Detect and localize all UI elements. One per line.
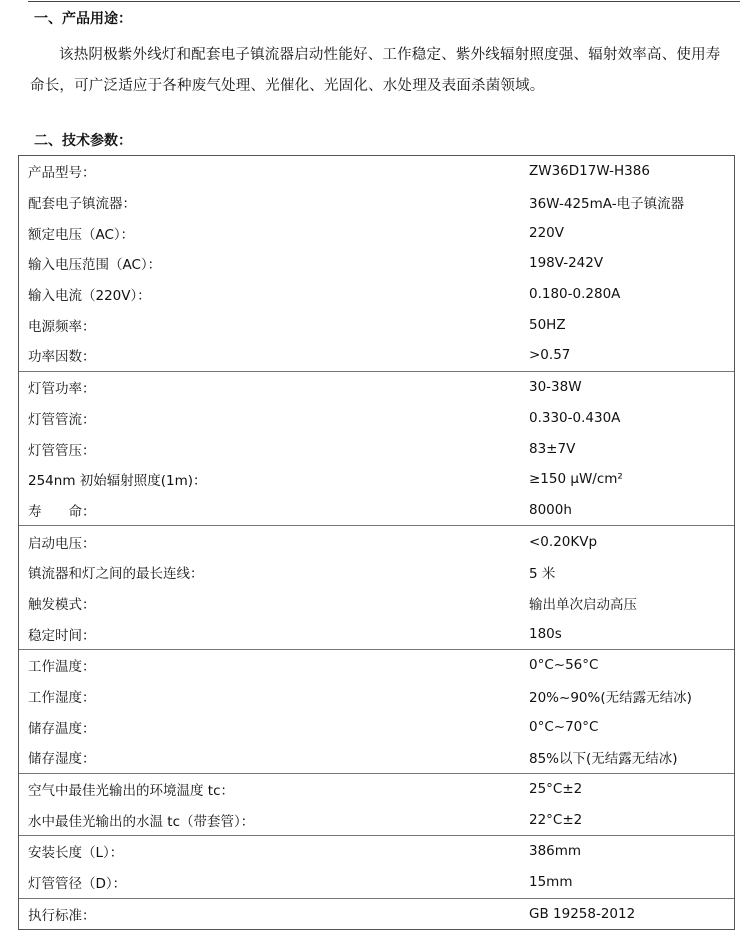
spec-row bbox=[19, 403, 734, 434]
spec-value: 36W-425mA-电子镇流器 bbox=[529, 196, 685, 213]
spec-value: GB 19258-2012 bbox=[529, 905, 636, 922]
spec-label: 配套电子镇流器： bbox=[28, 196, 136, 213]
spec-group bbox=[19, 525, 734, 649]
spec-value: 20%~90%(无结露无结冰) bbox=[529, 690, 692, 707]
spec-group bbox=[19, 371, 734, 525]
spec-row bbox=[19, 681, 734, 712]
spec-row bbox=[19, 340, 734, 371]
spec-label: 输入电流（220V）： bbox=[28, 288, 151, 305]
spec-row bbox=[19, 899, 734, 930]
section-usage-text: 该热阴极紫外线灯和配套电子镇流器启动性能好、工作稳定、紫外线辐射照度强、辐射效率高、使用寿命长，可广泛适应于各种废气处理、光催化、光固化、水处理及表面杀菌领域。 bbox=[30, 47, 721, 94]
spec-row bbox=[19, 774, 734, 805]
spec-label: 灯管管径（D）： bbox=[28, 876, 127, 893]
spec-label: 执行标准： bbox=[28, 907, 96, 924]
spec-label: 灯管管压： bbox=[28, 442, 96, 459]
spec-label: 输入电压范围（AC）： bbox=[28, 257, 162, 274]
spec-value: 0°C~70°C bbox=[529, 718, 599, 735]
spec-label: 空气中最佳光输出的环境温度 tc： bbox=[28, 783, 235, 800]
spec-group bbox=[19, 898, 734, 930]
spec-value: >0.57 bbox=[529, 347, 571, 364]
spec-group bbox=[19, 649, 734, 773]
spec-label: 254nm 初始辐射照度(1m)： bbox=[28, 473, 207, 490]
spec-label: 工作湿度： bbox=[28, 690, 96, 707]
spec-label: 安装长度（L）： bbox=[28, 845, 124, 862]
spec-label: 工作温度： bbox=[28, 659, 96, 676]
section-usage-title: 一、产品用途： bbox=[34, 11, 132, 27]
spec-label: 镇流器和灯之间的最长连线： bbox=[28, 566, 204, 583]
spec-row bbox=[19, 867, 734, 898]
top-divider bbox=[28, 1, 740, 2]
spec-table bbox=[18, 155, 735, 930]
spec-row bbox=[19, 433, 734, 464]
spec-row bbox=[19, 156, 734, 187]
section-specs-title: 二、技术参数： bbox=[34, 133, 132, 149]
spec-value: 50HZ bbox=[529, 316, 566, 333]
spec-value: 220V bbox=[529, 224, 565, 241]
spec-row bbox=[19, 804, 734, 835]
spec-value: 8000h bbox=[529, 501, 572, 518]
spec-row bbox=[19, 187, 734, 218]
spec-label: 储存温度： bbox=[28, 720, 96, 737]
spec-value: 0°C~56°C bbox=[529, 657, 599, 674]
spec-row bbox=[19, 557, 734, 588]
spec-row bbox=[19, 279, 734, 310]
spec-row bbox=[19, 742, 734, 773]
spec-value: ZW36D17W-H386 bbox=[529, 163, 650, 180]
spec-group bbox=[19, 835, 734, 897]
spec-label: 水中最佳光输出的水温 tc（带套管）： bbox=[28, 813, 255, 830]
spec-row bbox=[19, 650, 734, 681]
spec-value: 22°C±2 bbox=[529, 811, 583, 828]
spec-row bbox=[19, 836, 734, 867]
spec-row bbox=[19, 217, 734, 248]
spec-value: 输出单次启动高压 bbox=[529, 596, 637, 613]
spec-label: 灯管功率： bbox=[28, 381, 96, 398]
spec-row bbox=[19, 526, 734, 557]
spec-label: 电源频率： bbox=[28, 318, 96, 335]
spec-group bbox=[19, 773, 734, 835]
spec-row bbox=[19, 618, 734, 649]
spec-label: 启动电压： bbox=[28, 535, 96, 552]
spec-row bbox=[19, 464, 734, 495]
spec-label: 功率因数： bbox=[28, 349, 96, 366]
spec-value: 5 米 bbox=[529, 566, 556, 583]
spec-value: 83±7V bbox=[529, 440, 576, 457]
spec-label: 寿 命： bbox=[28, 503, 96, 520]
spec-group bbox=[19, 156, 734, 371]
spec-value: 198V-242V bbox=[529, 255, 604, 272]
spec-row bbox=[19, 711, 734, 742]
spec-row bbox=[19, 248, 734, 279]
spec-value: <0.20KVp bbox=[529, 533, 598, 550]
spec-label: 触发模式： bbox=[28, 596, 96, 613]
spec-row bbox=[19, 588, 734, 619]
spec-row bbox=[19, 495, 734, 526]
spec-value: ≥150 μW/cm² bbox=[529, 471, 623, 488]
spec-label: 灯管管流： bbox=[28, 411, 96, 428]
spec-value: 25°C±2 bbox=[529, 781, 583, 798]
spec-value: 0.180-0.280A bbox=[529, 286, 621, 303]
spec-value: 180s bbox=[529, 625, 562, 642]
spec-label: 储存湿度： bbox=[28, 751, 96, 768]
spec-label: 稳定时间： bbox=[28, 627, 96, 644]
spec-value: 85%以下(无结露无结冰) bbox=[529, 751, 678, 768]
spec-label: 额定电压（AC）： bbox=[28, 226, 135, 243]
spec-row bbox=[19, 372, 734, 403]
spec-label: 产品型号： bbox=[28, 165, 96, 182]
spec-value: 0.330-0.430A bbox=[529, 409, 621, 426]
spec-row bbox=[19, 309, 734, 340]
spec-value: 30-38W bbox=[529, 379, 582, 396]
spec-value: 386mm bbox=[529, 843, 582, 860]
spec-value: 15mm bbox=[529, 874, 573, 891]
